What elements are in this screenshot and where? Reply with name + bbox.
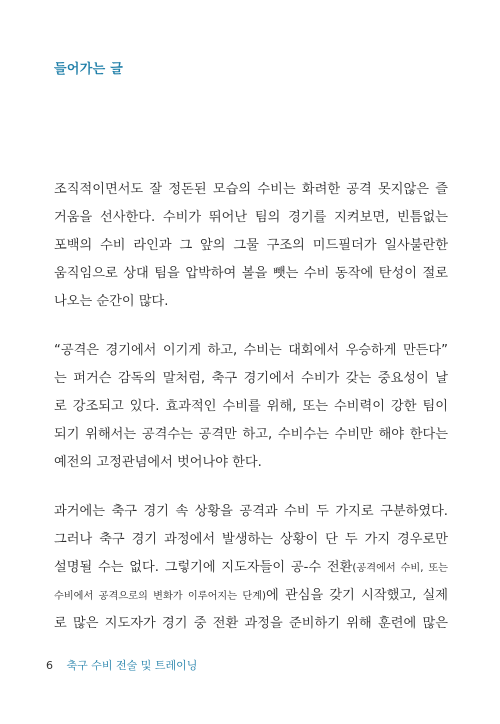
text-line: 움직임으로 상대 팀을 압박하여 볼을 뺏는 수비 동작에 탄성이 절로	[54, 266, 448, 281]
section-heading: 들어가는 글	[54, 62, 124, 77]
text-line	[54, 554, 448, 582]
page-footer	[46, 657, 197, 673]
text-segment: 에 관심을 갖기 시작했고, 실제	[266, 588, 448, 603]
paragraph-2	[54, 337, 448, 477]
body-text	[54, 176, 448, 659]
text-line: 포백의 수비 라인과 그 앞의 그물 구조의 미드필더가 일사불란한	[54, 238, 448, 253]
text-line: 예전의 고정관념에서 벗어나야 한다.	[54, 455, 262, 470]
text-line: 그러나 축구 경기 과정에서 발생하는 상황이 단 두 가지 경우로만	[54, 532, 448, 547]
parenthetical-note: (공격에서 수비, 또는	[352, 563, 448, 574]
page-number: 6	[46, 659, 53, 672]
text-line: 는 퍼거슨 감독의 말처럼, 축구 경기에서 수비가 갖는 중요성이 날	[54, 371, 448, 386]
text-line: 로 많은 지도자가 경기 중 전환 과정을 준비하기 위해 훈련에 많은	[54, 616, 448, 631]
paragraph-1	[54, 176, 448, 316]
book-title: 축구 수비 전술 및 트레이닝	[66, 659, 198, 672]
parenthetical-note: 수비에서 공격으로의 변화가 이루어지는 단계)	[54, 591, 267, 602]
text-line: 거움을 선사한다. 수비가 뛰어난 팀의 경기를 지켜보면, 빈틈없는	[54, 210, 448, 225]
text-line: 로 강조되고 있다. 효과적인 수비를 위해, 또는 수비력이 강한 팀이	[54, 399, 448, 414]
text-line	[54, 582, 448, 610]
paragraph-3	[54, 498, 448, 638]
text-line: 조직적이면서도 잘 정돈된 모습의 수비는 화려한 공격 못지않은 즐	[54, 182, 448, 197]
text-segment: 설명될 수는 없다. 그렇기에 지도자들이 공-수 전환	[54, 560, 353, 575]
text-line: 과거에는 축구 경기 속 상황을 공격과 수비 두 가지로 구분하였다.	[54, 504, 448, 519]
text-line: “공격은 경기에서 이기게 하고, 수비는 대회에서 우승하게 만든다”	[54, 343, 448, 358]
text-line: 되기 위해서는 공격수는 공격만 하고, 수비수는 수비만 해야 한다는	[54, 427, 448, 442]
text-line: 나오는 순간이 많다.	[54, 294, 169, 309]
